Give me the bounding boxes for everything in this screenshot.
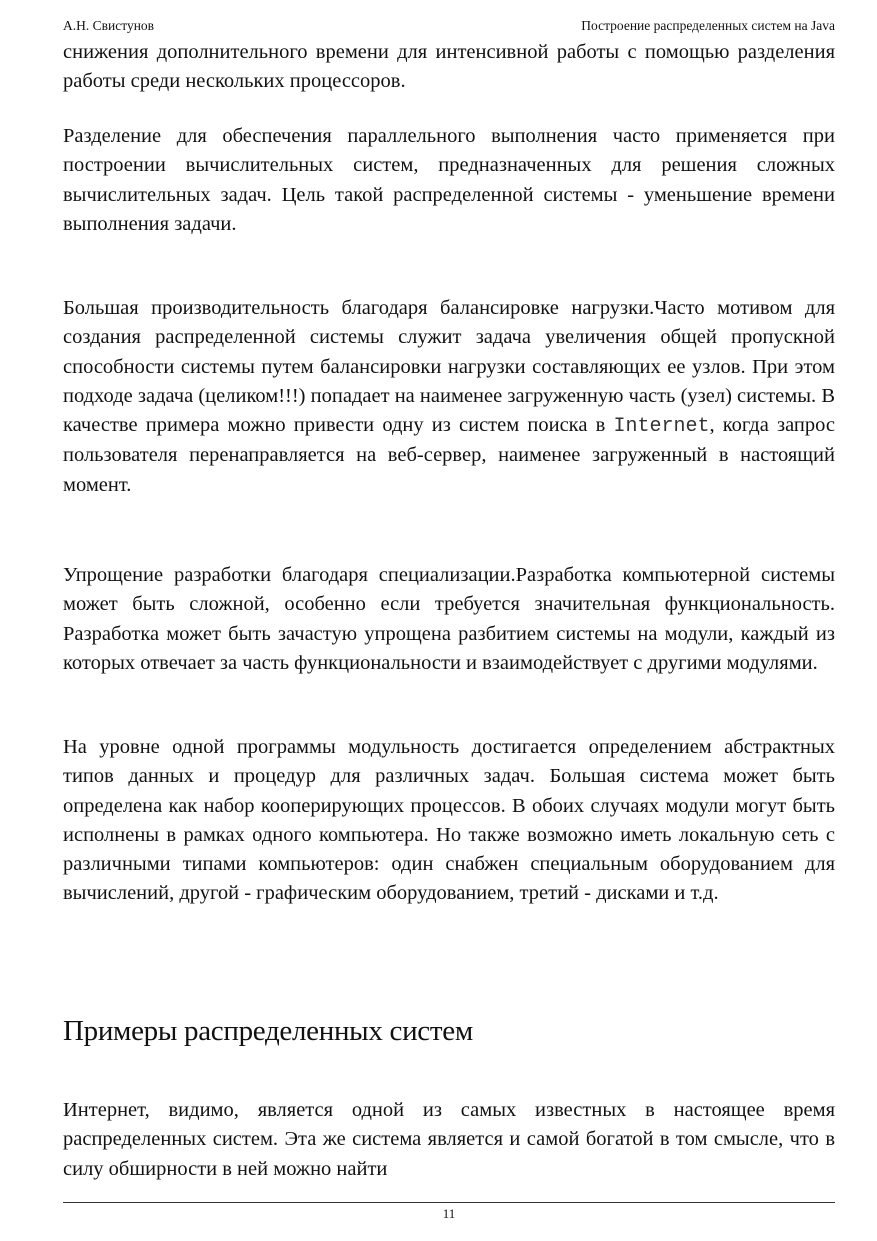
document-page	[63, 0, 835, 1241]
header-book-title: Построение распределенных систем на Java	[581, 18, 835, 33]
footer-divider	[63, 1202, 835, 1203]
running-header	[63, 17, 835, 35]
section-heading: Примеры распределенных систем	[63, 1015, 473, 1047]
paragraph-parallel-execution: Разделение для обеспечения параллельного выполнения часто применяется при построении вычислительных систем, предназначенных для решения сложных вычислительных задач. Цель такой распределенной системы - уменьшение времени выполнения задачи.	[63, 125, 835, 235]
header-author: А.Н. Свистунов	[63, 18, 155, 33]
code-term-internet: Internet	[613, 415, 710, 439]
paragraph-specialization: Упрощение разработки благодаря специализации.Разработка компьютерной системы может быть сложной, особенно если требуется значительная функциональность. Разработка может быть зачастую упрощена разбитием системы на модули, каждый из которых отвечает за часть функциональности и взаимодействует с другими модулями.	[63, 564, 835, 674]
paragraph-continuation: снижения дополнительного времени для интенсивной работы с помощью разделения работы среди нескольких процессоров.	[63, 41, 835, 93]
paragraph-load-balancing-text-before: Большая производительность благодаря балансировке нагрузки.Часто мотивом для создания распределенной системы служит задача увеличения общей пропускной способности системы путем балансировки нагрузки составляющих ее узлов. При этом подходе задача (целиком!!!) попадает на наименее загруженную часть (узел) системы. В качестве примера можно привести одну из систем поиска в	[63, 297, 835, 437]
paragraph-modularity: На уровне одной программы модульность достигается определением абстрактных типов данных и процедур для различных задач. Большая система может быть определена как набор кооперирующих процессов. В обоих случаях модули могут быть исполнены в рамках одного компьютера. Но также возможно иметь локальную сеть с различными типами компьютеров: один снабжен специальным оборудованием для вычислений, другой - графическим оборудованием, третий - дисками и т.д.	[63, 736, 835, 905]
page-number: 11	[442, 1206, 456, 1221]
paragraph-load-balancing	[63, 294, 835, 500]
paragraph-internet-example: Интернет, видимо, является одной из самых известных в настоящее время распределенных систем. Эта же система является и самой богатой в том смысле, что в силу обширности в ней можно найти	[63, 1099, 835, 1180]
paragraph-load-balancing-text-after: , когда запрос пользователя перенаправляется на веб-сервер, наименее загруженный в настоящий момент.	[63, 414, 835, 496]
